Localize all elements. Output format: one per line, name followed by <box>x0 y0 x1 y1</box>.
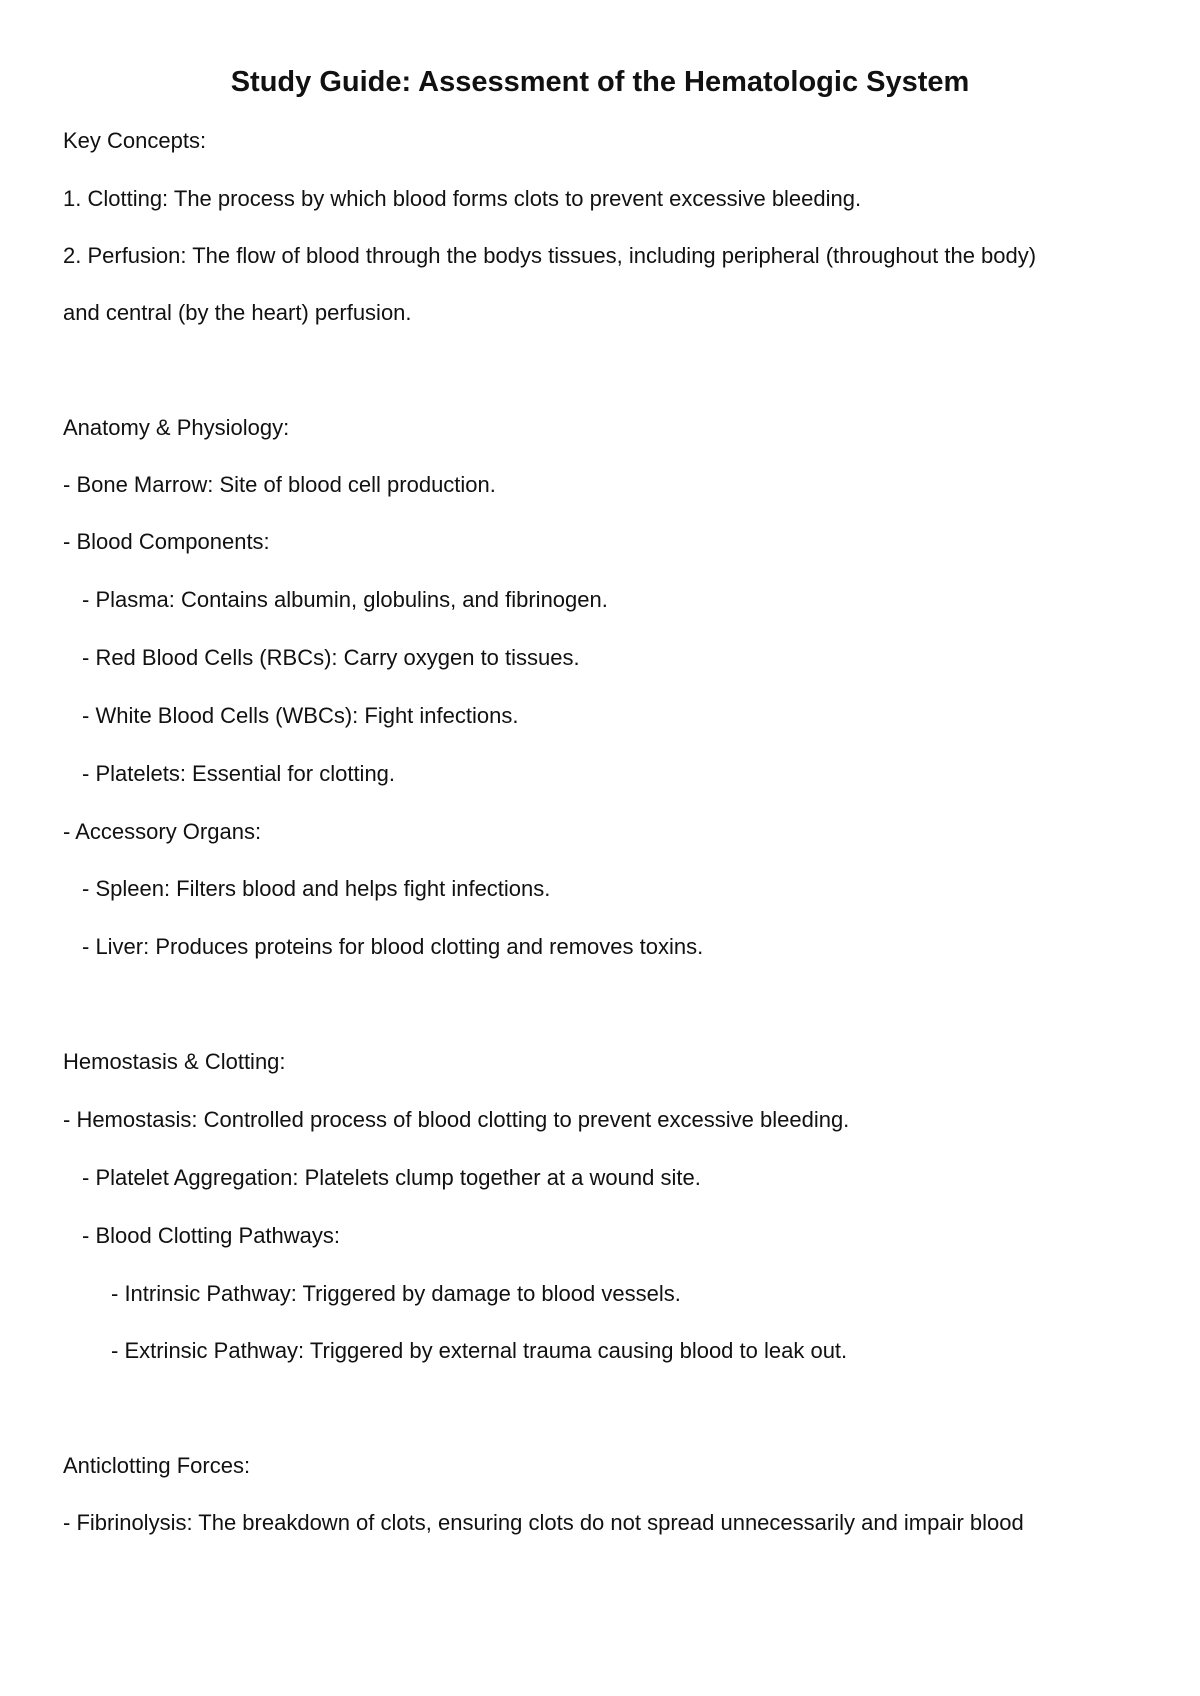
anatomy-item: - Blood Components: <box>63 529 270 554</box>
section-heading-anatomy: Anatomy & Physiology: <box>63 415 290 440</box>
anatomy-subitem: - Plasma: Contains albumin, globulins, and fibrinogen. <box>82 587 608 612</box>
hemostasis-item: - Hemostasis: Controlled process of blood clotting to prevent excessive bleeding. <box>63 1107 850 1132</box>
key-concept-item: 2. Perfusion: The flow of blood through the bodys tissues, including peripheral (throughout the body) <box>63 243 1037 268</box>
hemostasis-subsubitem: - Intrinsic Pathway: Triggered by damage to blood vessels. <box>111 1281 681 1306</box>
hemostasis-subitem: - Blood Clotting Pathways: <box>82 1223 341 1248</box>
key-concept-item-continuation: and central (by the heart) perfusion. <box>63 300 412 325</box>
section-heading-key-concepts: Key Concepts: <box>63 128 207 153</box>
anticlotting-item: - Fibrinolysis: The breakdown of clots, ensuring clots do not spread unnecessarily and impair blood <box>63 1510 1024 1535</box>
anatomy-item: - Bone Marrow: Site of blood cell production. <box>63 472 496 497</box>
anatomy-subitem: - Spleen: Filters blood and helps fight infections. <box>82 876 551 901</box>
hemostasis-subsubitem: - Extrinsic Pathway: Triggered by external trauma causing blood to leak out. <box>111 1338 848 1363</box>
section-heading-hemostasis: Hemostasis & Clotting: <box>63 1049 286 1074</box>
anatomy-subitem: - Platelets: Essential for clotting. <box>82 761 396 786</box>
hemostasis-subitem: - Platelet Aggregation: Platelets clump together at a wound site. <box>82 1165 701 1190</box>
anatomy-subitem: - Liver: Produces proteins for blood clotting and removes toxins. <box>82 934 704 959</box>
anatomy-item: - Accessory Organs: <box>63 819 262 844</box>
key-concept-item: 1. Clotting: The process by which blood forms clots to prevent excessive bleeding. <box>63 186 862 211</box>
page-title: Study Guide: Assessment of the Hematologic System <box>230 66 970 98</box>
section-heading-anticlotting: Anticlotting Forces: <box>63 1453 251 1478</box>
anatomy-subitem: - White Blood Cells (WBCs): Fight infections. <box>82 703 519 728</box>
anatomy-subitem: - Red Blood Cells (RBCs): Carry oxygen to tissues. <box>82 645 580 670</box>
